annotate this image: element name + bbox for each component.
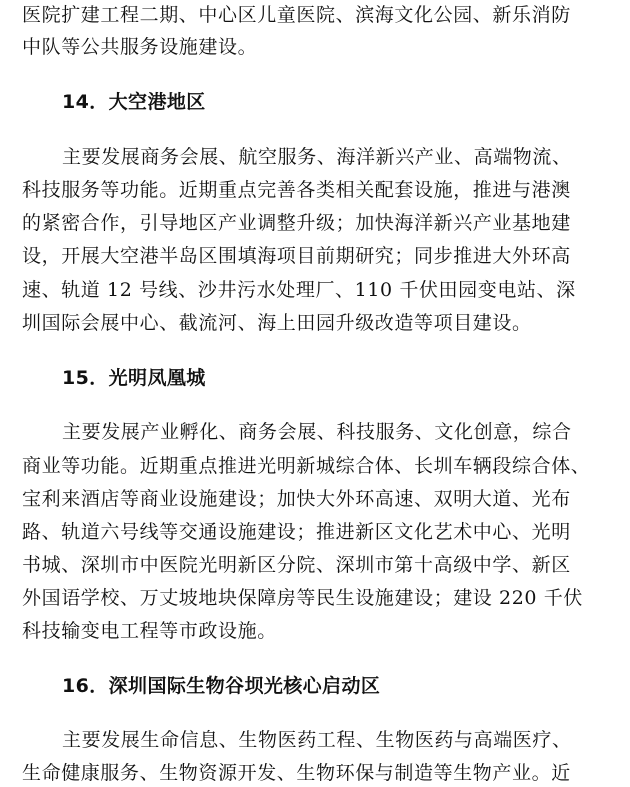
paragraph-line: 的紧密合作，引导地区产业调整升级；加快海洋新兴产业基地建 bbox=[22, 212, 571, 234]
paragraph-line: 主要发展商务会展、航空服务、海洋新兴产业、高端物流、 bbox=[62, 146, 572, 168]
paragraph-line: 生命健康服务、生物资源开发、生物环保与制造等生物产业。近 bbox=[22, 762, 571, 784]
paragraph-line: 商业等功能。近期重点推进光明新城综合体、长圳车辆段综合体、 bbox=[22, 455, 591, 477]
paragraph-line: 路、轨道六号线等交通设施建设；推进新区文化艺术中心、光明 bbox=[22, 521, 571, 543]
section-heading-14: 14．大空港地区 bbox=[62, 91, 206, 113]
paragraph-line: 速、轨道 12 号线、沙井污水处理厂、110 千伏田园变电站、深 bbox=[22, 279, 576, 301]
paragraph-line: 中队等公共服务设施建设。 bbox=[22, 36, 258, 58]
paragraph-line: 书城、深圳市中医院光明新区分院、深圳市第十高级中学、新区 bbox=[22, 554, 571, 576]
paragraph-line: 宝利来酒店等商业设施建设；加快大外环高速、双明大道、光布 bbox=[22, 488, 571, 510]
paragraph-line: 外国语学校、万丈坡地块保障房等民生设施建设；建设 220 千伏 bbox=[22, 587, 583, 609]
section-heading-15: 15．光明凤凰城 bbox=[62, 367, 206, 389]
paragraph-line: 主要发展生命信息、生物医药工程、生物医药与高端医疗、 bbox=[62, 729, 572, 751]
paragraph-line: 科技输变电工程等市政设施。 bbox=[22, 620, 277, 642]
paragraph-line: 设，开展大空港半岛区围填海项目前期研究；同步推进大外环高 bbox=[22, 245, 571, 267]
paragraph-line: 科技服务等功能。近期重点完善各类相关配套设施，推进与港澳 bbox=[22, 179, 571, 201]
section-heading-16: 16．深圳国际生物谷坝光核心启动区 bbox=[62, 675, 381, 697]
paragraph-line: 主要发展产业孵化、商务会展、科技服务、文化创意，综合 bbox=[62, 421, 572, 443]
paragraph-line: 医院扩建工程二期、中心区儿童医院、滨海文化公园、新乐消防 bbox=[22, 4, 571, 26]
paragraph-line: 圳国际会展中心、截流河、海上田园升级改造等项目建设。 bbox=[22, 312, 532, 334]
